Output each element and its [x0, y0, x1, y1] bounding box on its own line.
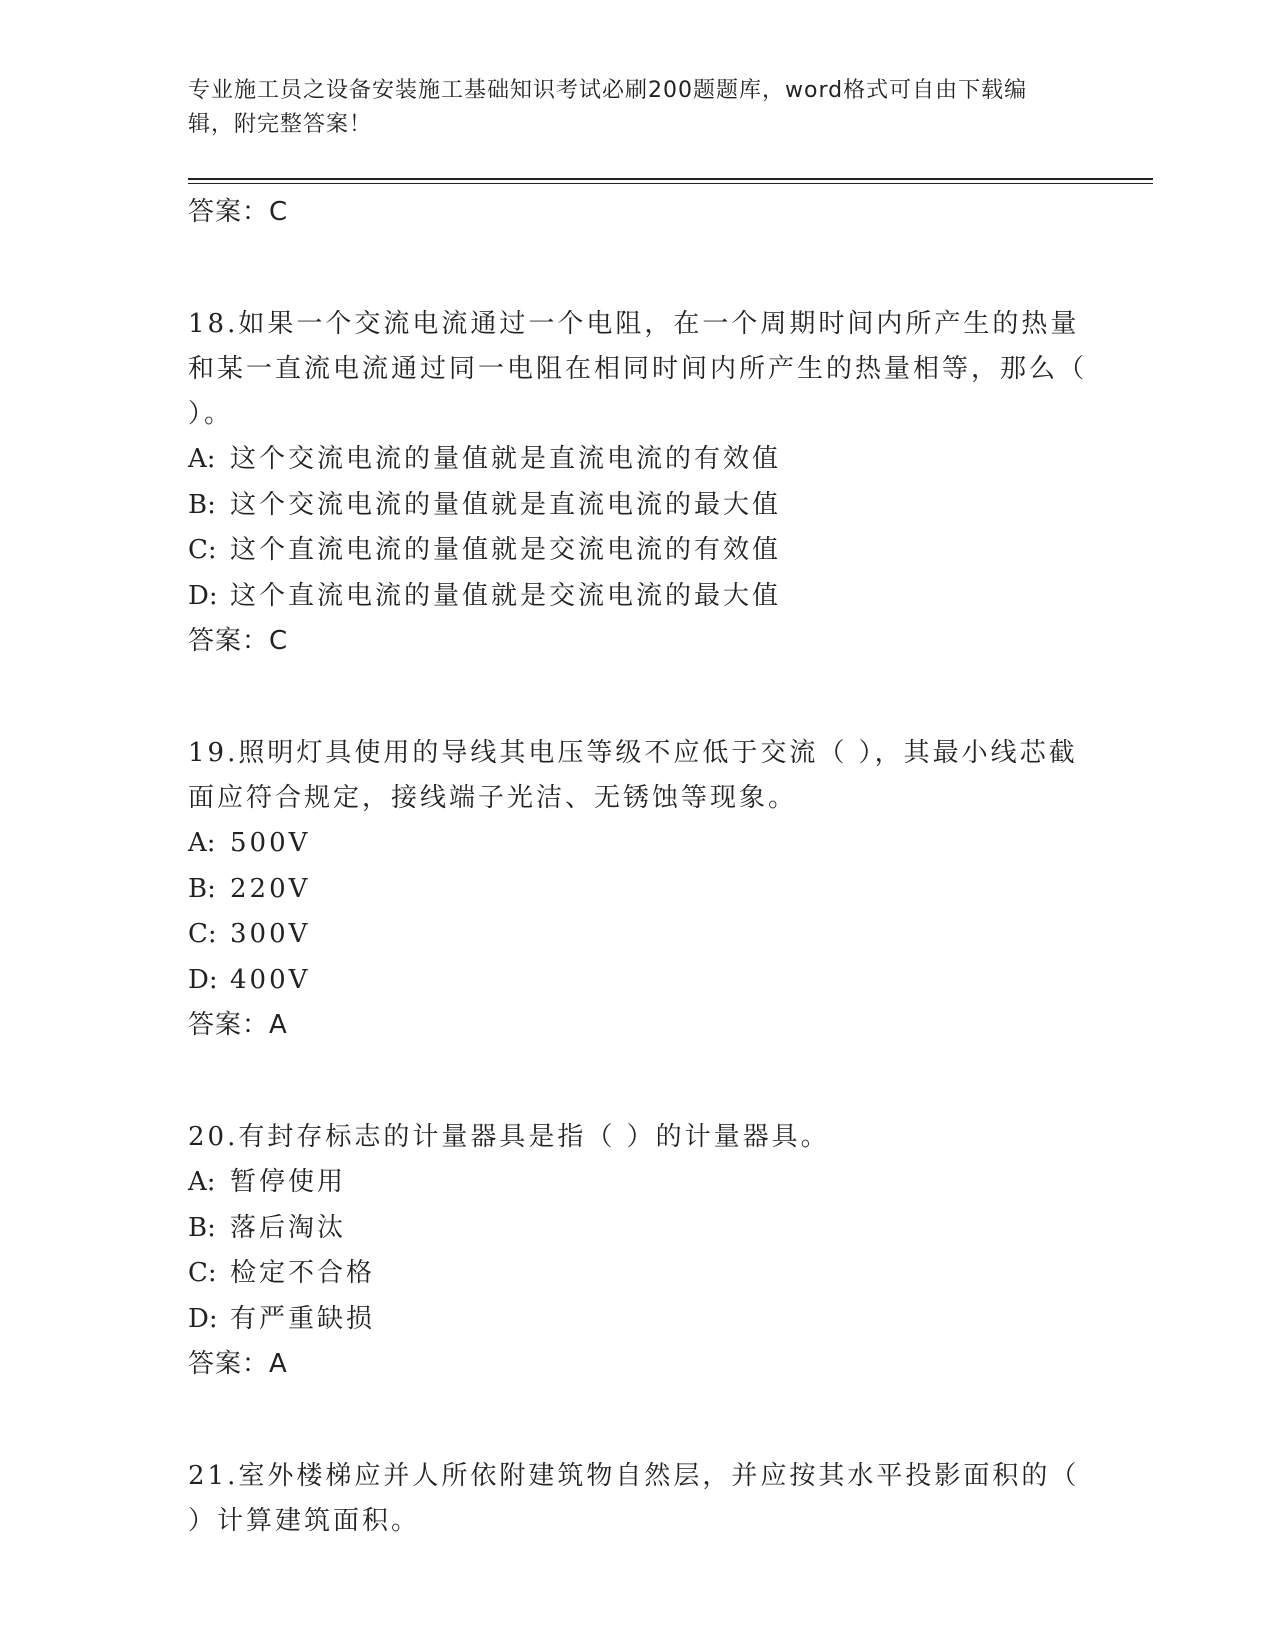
- option-text: 400V: [230, 964, 311, 995]
- option-a: [188, 821, 1088, 867]
- option-text: 这个直流电流的量值就是交流电流的有效值: [230, 535, 782, 565]
- answer-line: 答案：A: [188, 1349, 288, 1379]
- option-letter: B:: [188, 873, 216, 904]
- option-c: [188, 912, 1088, 958]
- answer-line: 答案：C: [188, 626, 289, 656]
- option-a: [188, 1160, 1088, 1206]
- option-letter: A:: [188, 444, 216, 474]
- option-letter: A:: [188, 1167, 216, 1197]
- option-text: 落后淘汰: [230, 1212, 347, 1243]
- question-stem: 20.有封存标志的计量器具是指（ ）的计量器具。: [188, 1122, 830, 1152]
- option-letter: D:: [188, 1303, 218, 1334]
- option-letter: B:: [188, 1212, 216, 1243]
- option-text: 220V: [230, 873, 311, 904]
- option-letter: B:: [188, 489, 216, 520]
- option-b: [188, 483, 1088, 529]
- question-item: [188, 1115, 1088, 1387]
- option-letter: D:: [188, 580, 218, 611]
- option-text: 这个交流电流的量值就是直流电流的有效值: [230, 444, 782, 474]
- option-letter: D:: [188, 964, 218, 995]
- option-text: 这个直流电流的量值就是交流电流的最大值: [230, 580, 782, 611]
- header-divider: [188, 178, 1153, 180]
- answer-line: 答案：A: [188, 1010, 288, 1040]
- option-text: 有严重缺损: [230, 1303, 376, 1334]
- question-item: [188, 731, 1088, 1048]
- option-c: [188, 528, 1088, 574]
- option-b: [188, 867, 1088, 913]
- option-text: 500V: [230, 828, 311, 858]
- option-text: 这个交流电流的量值就是直流电流的最大值: [230, 489, 782, 520]
- question-item: [188, 302, 1088, 664]
- question-stem: 19.照明灯具使用的导线其电压等级不应低于交流（ ），其最小线芯截面应符合规定，接线端子光洁、无锈蚀等现象。: [188, 738, 1078, 813]
- header-divider-thin: [188, 183, 1153, 184]
- option-letter: C:: [188, 1258, 217, 1288]
- option-d: [188, 1297, 1088, 1343]
- option-letter: C:: [188, 535, 217, 565]
- question-stem: 21.室外楼梯应并人所依附建筑物自然层，并应按其水平投影面积的（ ）计算建筑面积。: [188, 1461, 1080, 1536]
- option-a: [188, 437, 1088, 483]
- answer-line: 答案：C: [188, 197, 289, 227]
- option-text: 暂停使用: [230, 1167, 347, 1197]
- option-text: 300V: [230, 919, 311, 949]
- option-letter: C:: [188, 919, 217, 949]
- option-d: [188, 574, 1088, 620]
- question-stem: 18.如果一个交流电流通过一个电阻，在一个周期时间内所产生的热量和某一直流电流通过同一电阻在相同时间内所产生的热量相等，那么（ ）。: [188, 309, 1088, 429]
- option-b: [188, 1206, 1088, 1252]
- option-text: 检定不合格: [230, 1258, 376, 1288]
- option-d: [188, 958, 1088, 1004]
- option-letter: A:: [188, 828, 216, 858]
- option-c: [188, 1251, 1088, 1297]
- questions-content: [188, 190, 1088, 1544]
- question-item: [188, 1454, 1088, 1544]
- document-header: 专业施工员之设备安装施工基础知识考试必刷200题题库，word格式可自由下载编辑，附完整答案！: [188, 78, 1028, 137]
